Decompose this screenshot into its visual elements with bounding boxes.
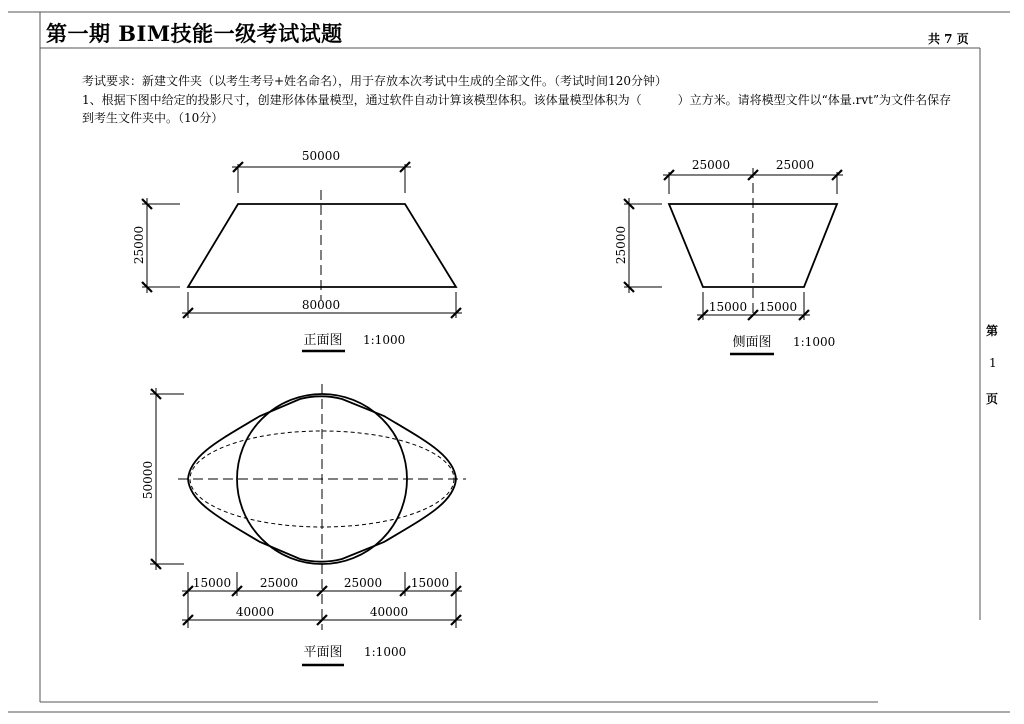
front-top-width-label: 50000 xyxy=(301,149,341,163)
plan-half-left-label: 40000 xyxy=(235,605,275,619)
side-page-number: 1 xyxy=(989,356,997,370)
side-bottom-right-label: 15000 xyxy=(758,300,798,314)
total-pages-label: 共 7 页 xyxy=(928,32,969,46)
page-frame xyxy=(8,12,1010,712)
plan-view-scale: 1:1000 xyxy=(364,645,407,659)
side-view xyxy=(624,168,843,354)
side-view-title: 侧面图 xyxy=(732,335,772,350)
question-text: 1、根据下图中给定的投影尺寸，创建形体体量模型，通过软件自动计算该模型体积。该体量模型体积为（ ）立方米。请将模型文件以“体量.rvt”为文件名保存到考生文件夹中。（10分） xyxy=(82,93,952,125)
side-bottom-left-label: 15000 xyxy=(708,300,748,314)
plan-seg4-label: 15000 xyxy=(410,576,450,590)
plan-seg1-label: 15000 xyxy=(192,576,232,590)
plan-view xyxy=(150,384,466,665)
front-view-scale: 1:1000 xyxy=(363,333,406,347)
side-page-char-2: 页 xyxy=(986,392,999,406)
front-bottom-width-label: 80000 xyxy=(301,298,341,312)
front-view-title: 正面图 xyxy=(303,333,343,348)
side-page-char-1: 第 xyxy=(986,324,999,338)
page-title: 第一期 BIM技能一级考试试题 xyxy=(46,21,343,46)
exam-requirements: 考试要求：新建文件夹（以考生考号+姓名命名），用于存放本次考试中生成的全部文件。（考试时间120分钟） xyxy=(82,74,667,88)
front-view xyxy=(142,162,462,351)
front-height-label: 25000 xyxy=(132,225,146,265)
side-height-label: 25000 xyxy=(614,225,628,265)
plan-seg3-label: 25000 xyxy=(343,576,383,590)
side-top-right-label: 25000 xyxy=(775,158,815,172)
front-trapezoid xyxy=(188,204,456,287)
side-view-scale: 1:1000 xyxy=(793,335,836,349)
plan-seg2-label: 25000 xyxy=(259,576,299,590)
plan-height-label: 50000 xyxy=(141,460,155,500)
side-top-left-label: 25000 xyxy=(691,158,731,172)
plan-view-title: 平面图 xyxy=(303,645,343,660)
plan-half-right-label: 40000 xyxy=(369,605,409,619)
